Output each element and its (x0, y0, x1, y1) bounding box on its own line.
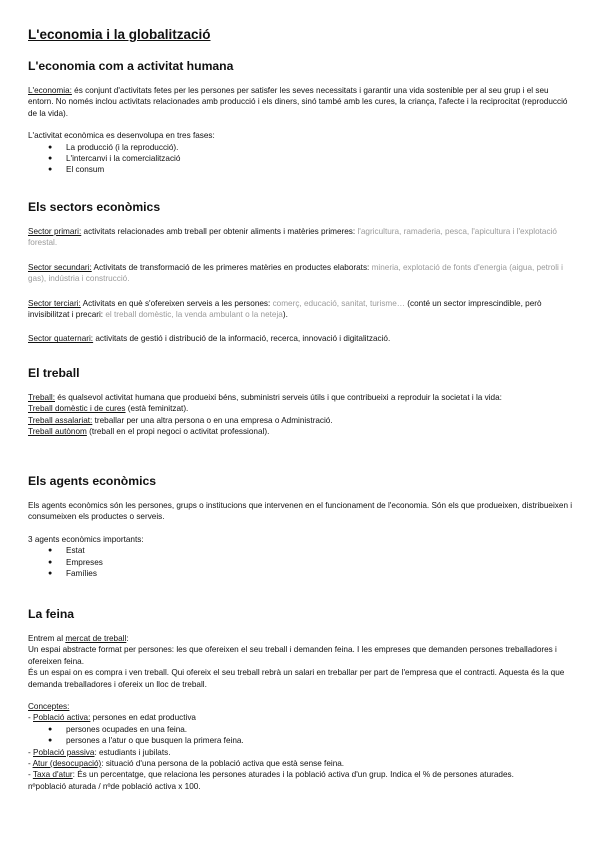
taxa-atur-formula: nºpoblació aturada / nºde població activa x 100. (28, 781, 201, 791)
sector-quaternari (28, 333, 576, 344)
dash: - (28, 759, 33, 769)
definition-text: : situació d'una persona de la població activa que està sense feina. (101, 759, 345, 769)
sector-text: activitats relacionades amb treball per obtenir aliments i matèries primeres: (81, 227, 358, 236)
section-heading: Els agents econòmics (28, 474, 157, 488)
list-item: ● Famílies (66, 568, 576, 579)
treball-domestic (28, 403, 576, 414)
definition-text: (treball en el propi negoci o activitat professional). (86, 427, 270, 437)
sector-text: ). (282, 310, 288, 320)
dash: - (28, 747, 34, 757)
mercat-intro (28, 633, 576, 644)
treball-assalariat (28, 415, 576, 426)
intro-text: Entrem al (28, 634, 66, 643)
term-poblacio-activa: Població activa: (33, 713, 91, 723)
concepts-heading: Conceptes: (28, 702, 70, 712)
section-feina (28, 607, 576, 792)
section-heading: El treball (28, 366, 80, 380)
dash: - (28, 713, 34, 723)
section-heading: La feina (28, 607, 75, 621)
definition-text: (està feminitzat). (125, 404, 189, 414)
sector-examples: mineria, explotació de fonts d'energia (aigua, petroli i gas), indústria i construcció. (28, 262, 563, 284)
list-item: ● El consum (66, 164, 576, 175)
sector-text: Activitats en què s'ofereixen serveis a les persones: (80, 298, 273, 308)
sector-secundari (28, 262, 576, 285)
dash: - (28, 770, 33, 780)
section-sectors (28, 200, 576, 345)
document-title: L'economia i la globalització (28, 27, 211, 42)
sector-examples: l'agricultura, ramaderia, pesca, l'apicultura i l'explotació forestal. (28, 227, 557, 248)
economia-definition (28, 85, 576, 119)
term-atur: Atur (desocupació) (32, 759, 102, 769)
intro-text: : (126, 634, 129, 643)
sector-text: (conté un sector imprescindible, però invisibilitzat i precari: (28, 298, 542, 320)
poblacio-activa-list (28, 724, 576, 747)
concept-atur (28, 758, 576, 769)
term-treball: Treball: (28, 393, 55, 402)
agents-intro: Els agents econòmics són les persones, grups o institucions que intervenen en el funcionament de l'economia. Són els que produeixen, distribueixen i consumeixen els productes o serveis. (28, 501, 573, 522)
phases-list (28, 142, 576, 176)
section-treball (28, 366, 576, 438)
definition-text: persones en edat productiva (90, 713, 196, 723)
list-item: ● persones ocupades en una feina. (66, 724, 576, 735)
term-sector-quaternari: Sector quaternari: (28, 334, 94, 344)
term-treball-domestic: Treball domèstic i de cures (28, 404, 126, 414)
term-poblacio-passiva: Població passiva (33, 747, 95, 757)
sector-text: activitats de gestió i distribució de la informació, recerca, innovació i digitalització. (93, 334, 391, 344)
definition-text: treballar per una altra persona o en una empresa o Administració. (92, 415, 333, 425)
definition-text: és conjunt d'activitats fetes per les persones per satisfer les seves necessitats i garantir una vida sostenible per al seu grup i el seu entorn. No només inclou activitats relacionades amb producció i els diners, sinó també amb les cures, la criança, l'afecte i la reciprocitat (reproducció de la vida). (28, 86, 568, 118)
treball-autonom (28, 426, 576, 437)
term-treball-assalariat: Treball assalariat: (28, 415, 93, 425)
definition-text: és qualsevol activitat humana que produeixi béns, subministri serveis útils i que contribueixi a reproduir la societat i la vida: (55, 393, 502, 402)
concept-poblacio-passiva (28, 747, 576, 758)
term-taxa-atur: Taxa d'atur (32, 770, 73, 780)
definition-text: : És un percentatge, que relaciona les persones aturades i la població activa d'un grup. Indica el % de persones aturades. (72, 770, 514, 780)
treball-definition (28, 392, 576, 403)
section-heading: L'economia com a activitat humana (28, 59, 234, 73)
sector-primari (28, 226, 576, 249)
list-item: ● Empreses (66, 557, 576, 568)
term-treball-autonom: Treball autònom (28, 427, 87, 437)
mercat-definition-2: És un espai on es compra i ven treball. Qui ofereix el seu treball rebrà un salari en treballar per part de l'empresa que el contracti. Aquesta és la que demanda treballadores i ofereix un lloc de treball. (28, 668, 565, 689)
list-item: ● L'intercanvi i la comercialització (66, 153, 576, 164)
concept-taxa-atur (28, 769, 576, 780)
term-mercat-treball: mercat de treball (65, 634, 127, 643)
definition-text: : estudiants i jubilats. (94, 747, 171, 757)
sector-terciari (28, 298, 576, 321)
sector-text: Activitats de transformació de les primeres matèries en productes elaborats: (91, 262, 372, 272)
list-item: ● La producció (i la reproducció). (66, 142, 576, 153)
mercat-definition: Un espai abstracte format per persones: les que ofereixen el seu treball i demanden feina. I les empreses que demanden persones treballadores i ofereixen feina. (28, 645, 557, 666)
section-agents (28, 474, 576, 579)
sector-examples: comerç, educació, sanitat, turisme… (272, 298, 405, 308)
term-sector-secundari: Sector secundari: (28, 262, 92, 272)
agents-list (28, 545, 576, 579)
concepts-label (28, 701, 576, 712)
list-item: ● persones a l'atur o que busquen la primera feina. (66, 735, 576, 746)
term-economia: L'economia: (28, 86, 72, 95)
section-heading: Els sectors econòmics (28, 200, 161, 214)
sector-examples: el treball domèstic, la venda ambulant o la neteja (105, 310, 283, 320)
term-sector-primari: Sector primari: (28, 227, 82, 236)
concept-poblacio-activa (28, 712, 576, 723)
agents-list-intro: 3 agents econòmics importants: (28, 534, 144, 544)
term-sector-terciari: Sector terciari: (28, 298, 81, 308)
section-economia-activitat (28, 59, 576, 176)
list-item: ● Estat (66, 545, 576, 556)
phases-intro: L'activitat econòmica es desenvolupa en tres fases: (28, 131, 215, 141)
